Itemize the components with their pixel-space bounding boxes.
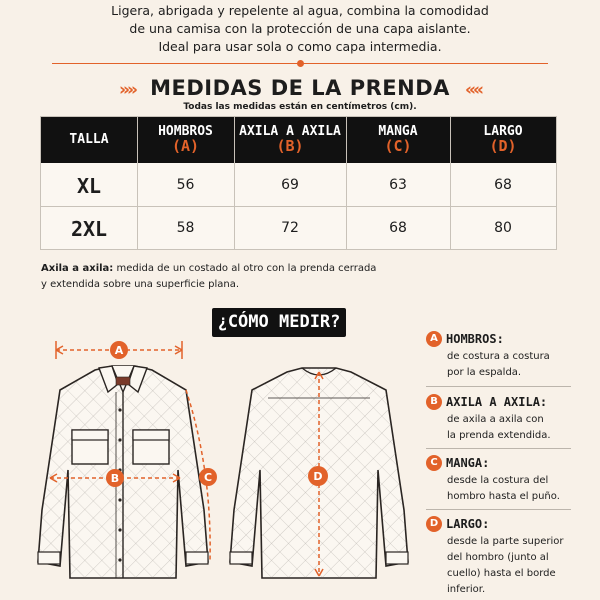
legend-desc-line: la prenda extendida.: [447, 430, 551, 441]
marker-b: [106, 469, 124, 487]
legend-item-shoulders: [426, 331, 574, 381]
header-sleeve: MANGA (C): [378, 124, 418, 155]
cell-2xl-shoulders: 58: [176, 220, 195, 236]
badge-c: C: [426, 455, 442, 471]
section-title: [0, 76, 600, 100]
description-line-2: de una camisa con la protección de una capa aislante.: [129, 21, 471, 36]
note-line-1: medida de un costado al otro con la prenda cerrada: [113, 263, 377, 274]
legend-title: MANGA:: [446, 456, 490, 470]
svg-text:B: B: [110, 472, 120, 485]
legend-desc-line: desde la parte superior: [447, 536, 564, 547]
header-length: LARGO (D): [483, 124, 523, 155]
legend-item-armpit: [426, 394, 574, 444]
divider-dot: [297, 60, 304, 67]
legend-divider: [426, 386, 571, 387]
legend-desc-line: por la espalda.: [447, 367, 522, 378]
legend-title: AXILA A AXILA:: [446, 395, 548, 409]
cell-xl-armpit: 69: [281, 177, 299, 193]
svg-text:C: C: [203, 471, 213, 484]
cell-xl-sleeve: 63: [389, 177, 407, 193]
legend-desc-line: del hombro (junto al: [447, 552, 549, 563]
chevrons-left-icon: ««: [465, 80, 481, 100]
description-line-1: Ligera, abrigada y repelente al agua, combina la comodidad: [111, 3, 489, 18]
size-2xl: 2XL: [70, 217, 108, 241]
legend-desc-line: cuello) hasta el borde: [447, 568, 556, 579]
marker-d: [308, 466, 328, 486]
cell-xl-length: 68: [494, 177, 512, 193]
note-term: Axila a axila:: [41, 263, 114, 274]
legend-desc-line: hombro hasta el puño.: [447, 491, 560, 502]
cell-2xl-armpit: 72: [281, 220, 299, 236]
legend-divider: [426, 509, 571, 510]
front-shirt: [38, 366, 208, 578]
description-line-3: Ideal para usar sola o como capa intermedia.: [158, 39, 442, 54]
badge-b: B: [426, 394, 442, 410]
svg-text:D: D: [313, 470, 323, 483]
measurement-diagram: [0, 335, 420, 600]
badge-d: D: [426, 516, 442, 532]
marker-c: [199, 468, 217, 486]
cell-2xl-sleeve: 68: [389, 220, 407, 236]
header-size: TALLA: [69, 132, 109, 147]
header-armpit: AXILA A AXILA (B): [239, 124, 341, 155]
units-note: Todas las medidas están en centímetros (cm).: [183, 102, 417, 112]
chevrons-right-icon: »»: [119, 80, 135, 100]
legend-desc-line: de axila a axila con: [447, 414, 544, 425]
svg-text:A: A: [114, 344, 124, 357]
header-shoulders: HOMBROS (A): [158, 124, 213, 155]
legend-item-sleeve: [426, 455, 574, 505]
size-table: [40, 116, 557, 250]
size-xl: XL: [76, 174, 102, 198]
cell-2xl-length: 80: [494, 220, 512, 236]
table-header: [41, 117, 556, 163]
page-title: MEDIDAS DE LA PRENDA: [150, 76, 450, 100]
legend-item-length: [426, 516, 574, 598]
legend-desc-line: desde la costura del: [447, 475, 549, 486]
legend-title: LARGO:: [446, 517, 490, 531]
legend-desc-line: inferior.: [447, 584, 486, 595]
legend-desc-line: de costura a costura: [447, 351, 550, 362]
armpit-note: [41, 261, 376, 293]
cell-xl-shoulders: 56: [176, 177, 195, 193]
row-divider: [41, 206, 556, 207]
product-description: [0, 2, 600, 56]
how-to-measure-title: ¿CÓMO MEDIR?: [212, 308, 346, 337]
legend-title: HOMBROS:: [446, 332, 504, 346]
note-line-2: y extendida sobre una superficie plana.: [41, 279, 240, 290]
badge-a: A: [426, 331, 442, 347]
marker-a: [110, 341, 128, 359]
legend-divider: [426, 448, 571, 449]
